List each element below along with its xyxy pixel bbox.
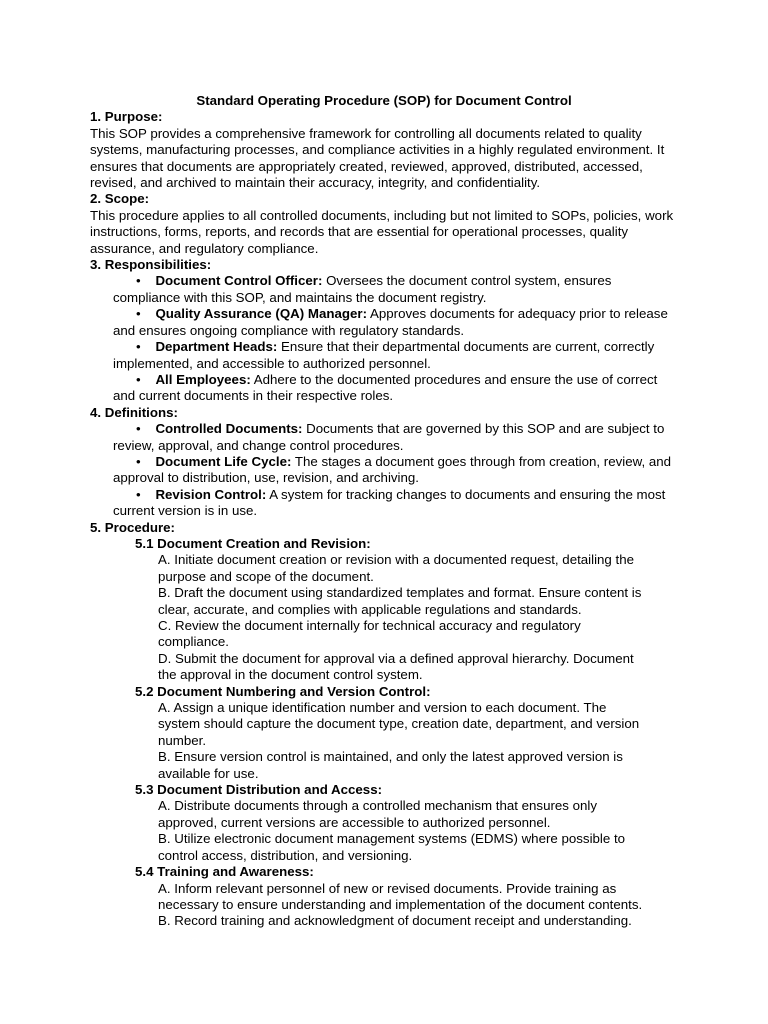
list-item: B. Draft the document using standardized templates and format. Ensure content is xyxy=(158,585,642,601)
purpose-heading: 1. Purpose: xyxy=(90,109,163,125)
list-item xyxy=(90,339,678,372)
list-item: A. Inform relevant personnel of new or revised documents. Provide training as xyxy=(158,880,617,896)
list-item xyxy=(90,306,678,339)
term: Department Heads: xyxy=(155,339,278,355)
section-5-4-heading: 5.4 Training and Awareness: xyxy=(135,864,314,880)
term-description: The stages a document goes through from creation, review, and xyxy=(291,453,672,469)
list-item: A. Distribute documents through a controlled mechanism that ensures only xyxy=(158,798,598,814)
bullet-icon: • xyxy=(136,421,141,437)
term-description: Approves documents for adequacy prior to release xyxy=(367,306,668,322)
bullet-icon: • xyxy=(136,486,141,502)
bullet-icon: • xyxy=(136,273,141,289)
term-description-cont: compliance with this SOP, and maintains the document registry. xyxy=(113,289,487,305)
term-description: Documents that are governed by this SOP and are subject to xyxy=(302,421,665,437)
section-5-2-heading: 5.2 Document Numbering and Version Control: xyxy=(135,683,431,699)
list-item xyxy=(90,273,678,306)
bullet-icon: • xyxy=(136,306,141,322)
definitions-list xyxy=(90,421,678,519)
list-item-cont: approved, current versions are accessible to authorized personnel. xyxy=(158,814,551,830)
responsibilities-heading: 3. Responsibilities: xyxy=(90,257,212,273)
definitions-heading: 4. Definitions: xyxy=(90,404,178,420)
list-item-cont: the approval in the document control system. xyxy=(158,667,423,683)
term-description: Adhere to the documented procedures and ensure the use of correct xyxy=(250,371,658,387)
term-description-cont: approval to distribution, use, revision, and archiving. xyxy=(113,470,419,486)
list-item-cont: purpose and scope of the document. xyxy=(158,568,374,584)
list-item: A. Assign a unique identification number and version to each document. The xyxy=(158,700,607,716)
term-description: Ensure that their departmental documents are current, correctly xyxy=(277,339,655,355)
bullet-icon: • xyxy=(136,339,141,355)
list-item: A. Initiate document creation or revision with a documented request, detailing the xyxy=(158,552,635,568)
list-item xyxy=(90,487,678,520)
term-description-cont: and current documents in their respective roles. xyxy=(113,388,394,404)
list-item: B. Record training and acknowledgment of document receipt and understanding. xyxy=(158,913,632,929)
list-item xyxy=(90,372,678,405)
term: All Employees: xyxy=(155,371,251,387)
scope-heading: 2. Scope: xyxy=(90,191,150,207)
term: Controlled Documents: xyxy=(155,421,303,437)
term-description-cont: current version is in use. xyxy=(113,503,258,519)
term: Revision Control: xyxy=(155,486,267,502)
list-item-cont: compliance. xyxy=(158,634,229,650)
list-item-cont: clear, accurate, and complies with applicable regulations and standards. xyxy=(158,601,582,617)
scope-text: This procedure applies to all controlled documents, including but not limited to SOPs, policies, work instructions, forms, reports, and records that are essential for operational processes, quality assurance, and regulatory compliance. xyxy=(90,207,674,256)
list-item-cont: number. xyxy=(158,732,207,748)
bullet-icon: • xyxy=(136,453,141,469)
term: Document Control Officer: xyxy=(155,273,323,289)
list-item: B. Utilize electronic document management systems (EDMS) where possible to xyxy=(158,831,626,847)
term-description-cont: review, approval, and change control procedures. xyxy=(113,437,404,453)
procedure-heading: 5. Procedure: xyxy=(90,519,175,535)
list-item xyxy=(90,421,678,454)
section-5-1-heading: 5.1 Document Creation and Revision: xyxy=(135,535,371,551)
list-item xyxy=(90,454,678,487)
term: Quality Assurance (QA) Manager: xyxy=(155,306,368,322)
list-item: D. Submit the document for approval via a defined approval hierarchy. Document xyxy=(158,650,634,666)
list-item-cont: necessary to ensure understanding and implementation of the document contents. xyxy=(158,896,643,912)
term-description: Oversees the document control system, ensures xyxy=(322,273,612,289)
list-item: C. Review the document internally for technical accuracy and regulatory xyxy=(158,618,581,633)
list-item-cont: available for use. xyxy=(158,765,259,781)
term: Document Life Cycle: xyxy=(155,453,292,469)
term-description: A system for tracking changes to documents and ensuring the most xyxy=(266,486,666,502)
purpose-text: This SOP provides a comprehensive framework for controlling all documents related to quality systems, manufacturing processes, and compliance activities in a highly regulated environment. It ensures that documents are appropriately created, reviewed, approved, distributed, accessed, revised, and archived to maintain their accuracy, integrity, and confidentiality. xyxy=(90,125,665,191)
term-description-cont: implemented, and accessible to authorized personnel. xyxy=(113,355,431,371)
document-title: Standard Operating Procedure (SOP) for Document Control xyxy=(196,93,572,108)
list-item-cont: system should capture the document type, creation date, department, and version xyxy=(158,716,640,732)
responsibilities-list xyxy=(90,273,678,404)
bullet-icon: • xyxy=(136,371,141,387)
list-item: B. Ensure version control is maintained, and only the latest approved version is xyxy=(158,749,623,765)
list-item-cont: control access, distribution, and versioning. xyxy=(158,847,413,863)
term-description-cont: and ensures ongoing compliance with regulatory standards. xyxy=(113,322,465,338)
section-5-3-heading: 5.3 Document Distribution and Access: xyxy=(135,782,383,798)
